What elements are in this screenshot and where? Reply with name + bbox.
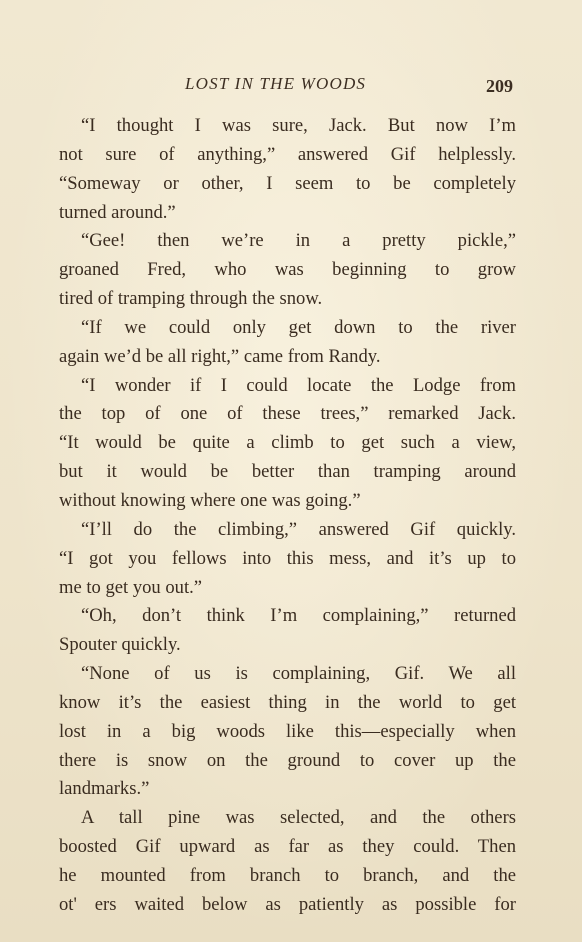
text-line: “Gee! then we’re in a pretty pickle,” [81,230,516,252]
text-line: “Someway or other, I seem to be completely [59,172,516,194]
page-number: 209 [486,76,513,96]
text-line: turned around.” [59,201,176,223]
page-header [0,74,582,100]
text-line: but it would be better than tramping around [59,461,516,483]
text-line: he mounted from branch to branch, and the [59,864,516,886]
text-line: tired of tramping through the snow. [59,288,323,310]
text-line: there is snow on the ground to cover up the [59,749,516,771]
text-line: not sure of anything,” answered Gif helplessly. [59,143,516,165]
text-line: boosted Gif upward as far as they could. Then [59,836,516,858]
text-line: “I’ll do the climbing,” answered Gif quickly. [81,518,516,540]
text-line: again we’d be all right,” came from Randy. [59,345,381,367]
text-line: lost in a big woods like this—especially when [59,720,516,742]
text-line: “I thought I was sure, Jack. But now I’m [81,115,516,136]
text-line: “Oh, don’t think I’m complaining,” returned [81,605,516,627]
text-line: landmarks.” [59,778,150,800]
text-line: “If we could only get down to the river [81,316,516,338]
text-line: “I got you fellows into this mess, and it’s up to [59,547,516,569]
text-line: ot' ers waited below as patiently as possible for [59,893,516,915]
text-line: “It would be quite a climb to get such a view, [59,432,516,454]
text-line: groaned Fred, who was beginning to grow [59,259,516,281]
running-title: LOST IN THE WOODS [185,74,367,93]
text-line: A tall pine was selected, and the others [81,807,516,829]
text-line: the top of one of these trees,” remarked Jack. [59,403,516,425]
text-line: “None of us is complaining, Gif. We all [81,663,516,685]
text-line: Spouter quickly. [59,634,181,656]
text-line: know it’s the easiest thing in the world to get [59,691,516,713]
text-line: “I wonder if I could locate the Lodge from [81,374,516,396]
text-line: without knowing where one was going.” [59,489,361,511]
body-text [59,112,516,915]
text-line: me to get you out.” [59,576,203,598]
